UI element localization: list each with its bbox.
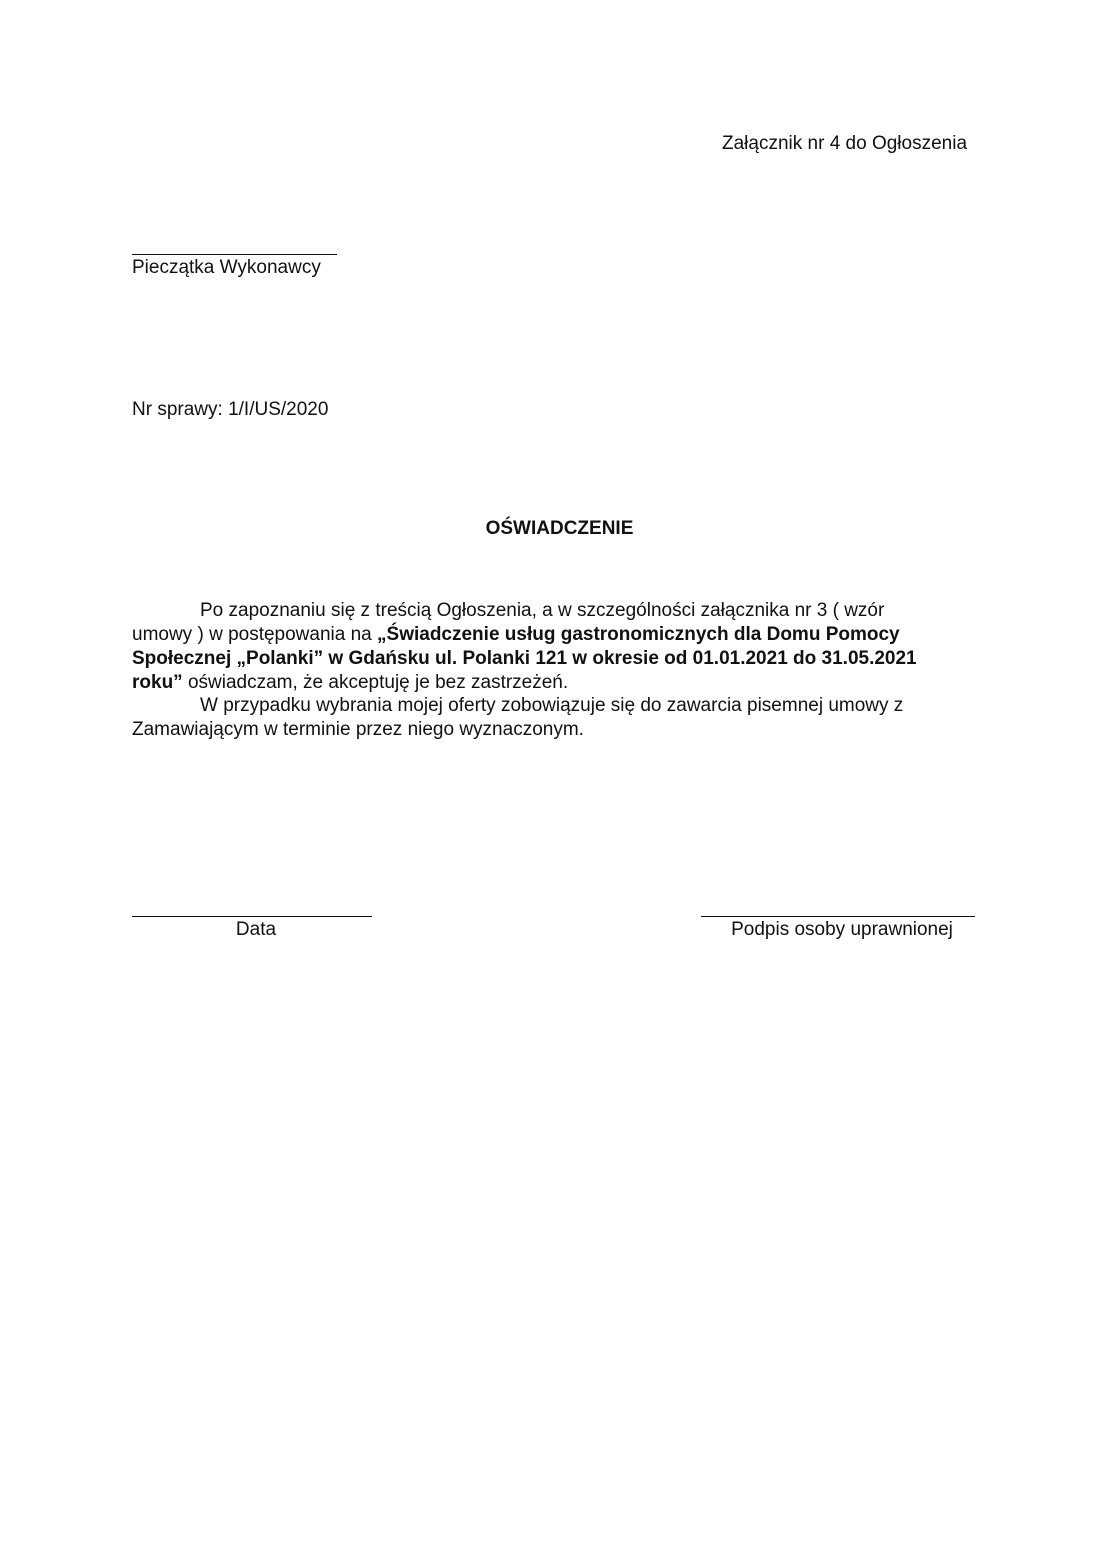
date-label: Data [235, 919, 277, 940]
body-line [132, 671, 568, 695]
stamp-label: Pieczątka Wykonawcy [132, 257, 321, 278]
body-line [132, 623, 900, 647]
body-text: oświadczam, że akceptuję je bez zastrzeżeń. [182, 672, 569, 693]
date-signature-line [132, 916, 372, 917]
body-line: Zamawiającym w terminie przez niego wyznaczonym. [132, 719, 584, 740]
signature-line [701, 916, 975, 917]
contract-subject: „Świadczenie usług gastronomicznych dla Domu Pomocy [377, 624, 900, 645]
annex-label: Załącznik nr 4 do Ogłoszenia [722, 133, 968, 154]
body-text: umowy ) w postępowania na [132, 624, 378, 645]
contract-subject: roku” [132, 672, 183, 693]
case-number: Nr sprawy: 1/I/US/2020 [132, 399, 329, 420]
contract-subject: Społecznej „Polanki” w Gdańsku ul. Polanki 121 w okresie od 01.01.2021 do 31.05.2021 [132, 648, 917, 669]
document-title: OŚWIADCZENIE [485, 518, 634, 539]
stamp-line [132, 254, 337, 255]
body-line: W przypadku wybrania mojej oferty zobowiązuje się do zawarcia pisemnej umowy z [200, 695, 904, 716]
body-line: Po zapoznaniu się z treścią Ogłoszenia, a w szczególności załącznika nr 3 ( wzór [200, 600, 885, 621]
signature-label: Podpis osoby uprawnionej [731, 919, 953, 940]
